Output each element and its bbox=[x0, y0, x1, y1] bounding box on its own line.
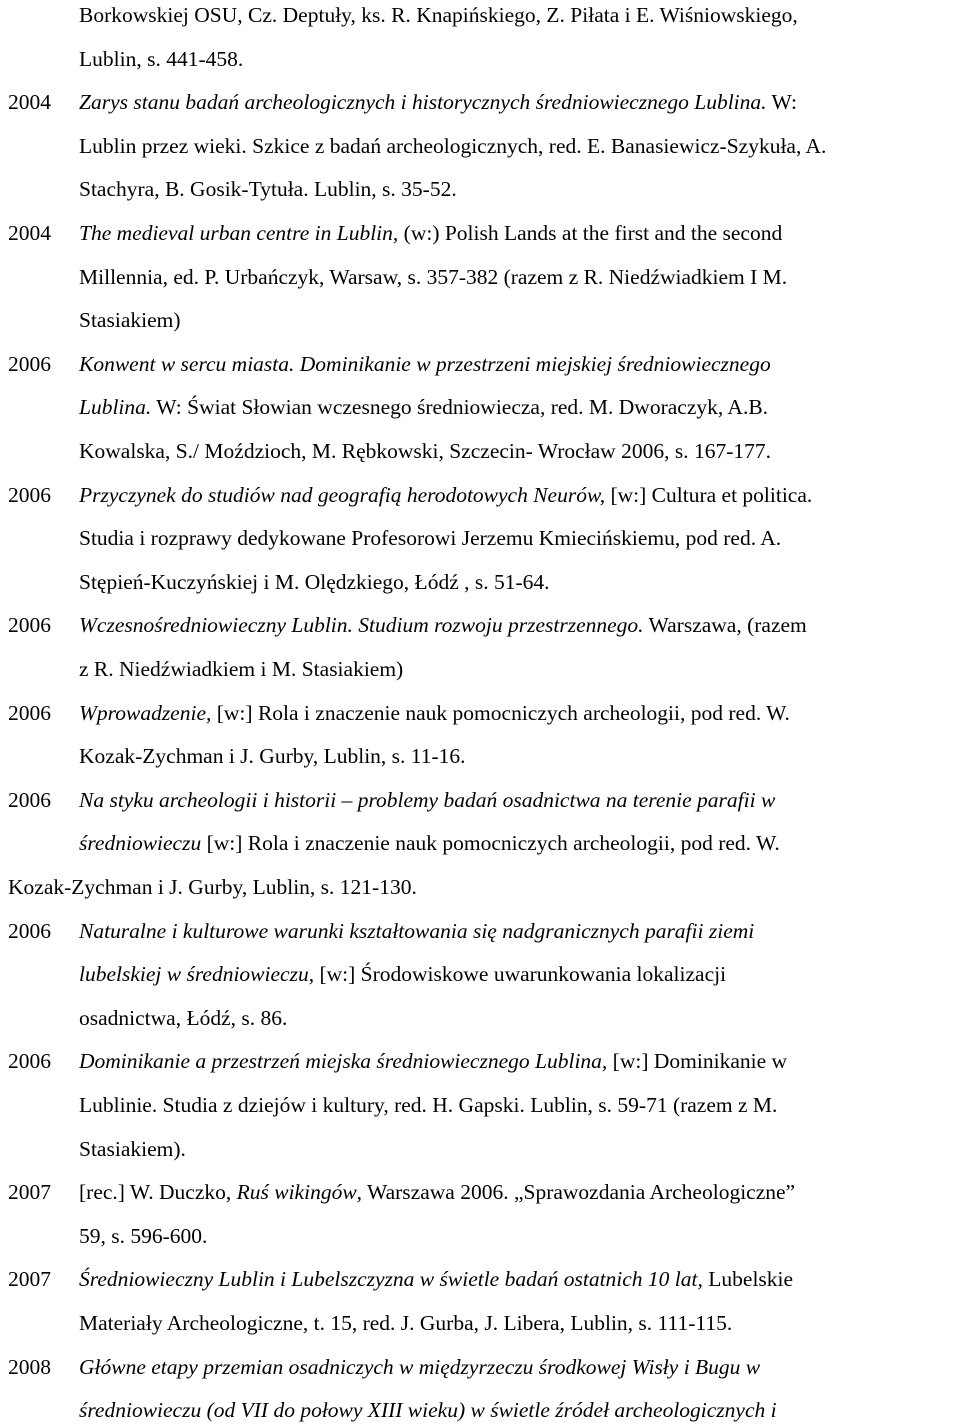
entry-text bbox=[79, 1177, 795, 1207]
entry-text bbox=[79, 959, 726, 989]
entry-year: 2004 bbox=[8, 221, 51, 245]
entry-title-text: Lublina. bbox=[79, 395, 152, 420]
entry-detail-text: Kozak-Zychman i J. Gurby, Lublin, s. 11-16. bbox=[79, 744, 466, 769]
entry-detail-text: osadnictwa, Łódź, s. 86. bbox=[79, 1005, 288, 1030]
entry-text bbox=[79, 436, 771, 466]
entry-text bbox=[79, 1134, 186, 1164]
entry-detail-text: Kozak-Zychman i J. Gurby, Lublin, s. 121-130. bbox=[8, 875, 417, 899]
entry-year: 2006 bbox=[8, 918, 51, 943]
entry-detail-text: z R. Niedźwiadkiem i M. Stasiakiem) bbox=[79, 657, 404, 681]
entry-title-text: Konwent w sercu miasta. Dominikanie w przestrzeni miejskiej średniowiecznego bbox=[79, 351, 771, 376]
entry-detail-text: Studia i rozprawy dedykowane Profesorowi Jerzemu Kmiecińskiemu, pod red. A. bbox=[79, 526, 782, 551]
entry-detail-text: 59, s. 596-600. bbox=[79, 1223, 208, 1248]
entry-text bbox=[79, 44, 243, 74]
entry-detail-text: [w:] Rola i znaczenie nauk pomocniczych archeologii, pod red. W. bbox=[201, 831, 780, 856]
entry-text bbox=[8, 872, 417, 902]
entry-detail-text: Millennia, ed. P. Urbańczyk, Warsaw, s. 357-382 (razem z R. Niedźwiadkiem I M. bbox=[79, 264, 788, 289]
entry-text bbox=[79, 349, 771, 379]
entry-text bbox=[79, 1090, 777, 1120]
entry-text bbox=[79, 262, 787, 292]
entry-detail-text: Borkowskiej OSU, Cz. Deptuły, ks. R. Knapińskiego, Z. Piłata i E. Wiśniowskiego, bbox=[79, 3, 798, 27]
entry-year: 2006 bbox=[8, 1049, 51, 1074]
entry-text bbox=[79, 1352, 760, 1382]
entry-detail-text: [w:] Dominikanie w bbox=[607, 1049, 788, 1074]
entry-detail-text: [w:] Cultura et politica. bbox=[605, 482, 813, 507]
entry-text bbox=[79, 828, 780, 858]
entry-title-text: Naturalne i kulturowe warunki kształtowania się nadgranicznych parafii ziemi bbox=[79, 918, 755, 943]
entry-year: 2006 bbox=[8, 787, 51, 812]
entry-text bbox=[79, 392, 768, 422]
entry-title-text: Zarys stanu badań archeologicznych i historycznych średniowiecznego Lublina. bbox=[79, 90, 767, 115]
entry-detail-text: Warszawa, (razem bbox=[643, 613, 807, 638]
entry-detail-text: [w:] Środowiskowe uwarunkowania lokalizacji bbox=[314, 962, 727, 987]
entry-text bbox=[79, 610, 807, 640]
entry-text bbox=[79, 174, 457, 204]
entry-detail-text: Materiały Archeologiczne, t. 15, red. J. Gurba, J. Libera, Lublin, s. 111-115. bbox=[79, 1311, 733, 1335]
entry-text bbox=[79, 567, 550, 597]
entry-title-text: średniowieczu bbox=[79, 831, 202, 856]
entry-title-text: The medieval urban centre in Lublin, bbox=[79, 221, 399, 245]
entry-detail-text: , Warszawa 2006. „Sprawozdania Archeologiczne” bbox=[356, 1180, 796, 1205]
entry-text bbox=[79, 0, 798, 30]
entry-detail-text: Stasiakiem) bbox=[79, 308, 181, 333]
entry-detail-text: (w:) Polish Lands at the first and the second bbox=[398, 221, 783, 245]
entry-year: 2006 bbox=[8, 613, 51, 638]
entry-text bbox=[79, 698, 790, 728]
entry-text bbox=[79, 523, 781, 553]
entry-title-text: Wczesnośredniowieczny Lublin. Studium rozwoju przestrzennego. bbox=[79, 613, 644, 638]
entry-text bbox=[79, 480, 812, 510]
entry-text bbox=[79, 87, 797, 117]
entry-title-text: Wprowadzenie, bbox=[79, 700, 212, 725]
entry-title-text: średniowieczu (od VII do połowy XIII wieku) w świetle źródeł archeologicznych i bbox=[79, 1398, 777, 1423]
entry-text bbox=[79, 785, 775, 815]
entry-year: 2007 bbox=[8, 1180, 51, 1205]
entry-text bbox=[79, 1264, 793, 1294]
entry-text bbox=[79, 741, 466, 771]
entry-title-text: Przyczynek do studiów nad geografią herodotowych Neurów, bbox=[79, 482, 606, 507]
entry-year: 2008 bbox=[8, 1354, 51, 1379]
entry-detail-text: W: bbox=[766, 90, 797, 115]
entry-detail-text: Kowalska, S./ Moździoch, M. Rębkowski, Szczecin- Wrocław 2006, s. 167-177. bbox=[79, 439, 771, 463]
entry-detail-text: Stępień-Kuczyńskiej i M. Olędzkiego, Łódź , s. 51-64. bbox=[79, 569, 550, 594]
entry-text bbox=[79, 218, 782, 248]
entry-title-text: Główne etapy przemian osadniczych w międzyrzeczu środkowej Wisły i Bugu w bbox=[79, 1354, 761, 1379]
entry-text bbox=[79, 1221, 207, 1251]
entry-detail-text: Lublin, s. 441-458. bbox=[79, 46, 244, 71]
entry-text bbox=[79, 1046, 787, 1076]
entry-text bbox=[79, 131, 826, 161]
entry-year: 2006 bbox=[8, 700, 51, 725]
entry-title-text: Na styku archeologii i historii – problemy badań osadnictwa na terenie parafii w bbox=[79, 787, 776, 812]
entry-text bbox=[79, 654, 403, 684]
entry-detail-text: Lublinie. Studia z dziejów i kultury, red. H. Gapski. Lublin, s. 59-71 (razem z M. bbox=[79, 1093, 778, 1117]
entry-detail-text: Lublin przez wieki. Szkice z badań archeologicznych, red. E. Banasiewicz-Szykuła, A. bbox=[79, 133, 827, 158]
entry-text bbox=[79, 1395, 777, 1425]
entry-title-text: Ruś wikingów bbox=[236, 1180, 357, 1205]
entry-title-text: Średniowieczny Lublin i Lubelszczyzna w świetle badań ostatnich 10 lat, bbox=[79, 1267, 703, 1292]
entry-detail-text: Lubelskie bbox=[702, 1267, 794, 1292]
entry-year: 2006 bbox=[8, 482, 51, 507]
entry-year: 2006 bbox=[8, 351, 51, 376]
entry-detail-text: Stasiakiem). bbox=[79, 1136, 186, 1161]
entry-year: 2004 bbox=[8, 90, 51, 115]
entry-year: 2007 bbox=[8, 1267, 51, 1292]
entry-detail-text: [w:] Rola i znaczenie nauk pomocniczych archeologii, pod red. W. bbox=[211, 700, 790, 725]
entry-text bbox=[79, 1308, 732, 1338]
entry-text bbox=[79, 305, 181, 335]
entry-text bbox=[79, 1003, 287, 1033]
entry-detail-text: [rec.] W. Duczko, bbox=[79, 1180, 237, 1205]
entry-text bbox=[79, 916, 754, 946]
entry-title-text: Dominikanie a przestrzeń miejska średniowiecznego Lublina, bbox=[79, 1049, 608, 1074]
entry-detail-text: Stachyra, B. Gosik-Tytuła. Lublin, s. 35-52. bbox=[79, 177, 457, 202]
entry-title-text: lubelskiej w średniowieczu, bbox=[79, 962, 315, 987]
entry-detail-text: W: Świat Słowian wczesnego średniowiecza, red. M. Dworaczyk, A.B. bbox=[151, 395, 769, 420]
